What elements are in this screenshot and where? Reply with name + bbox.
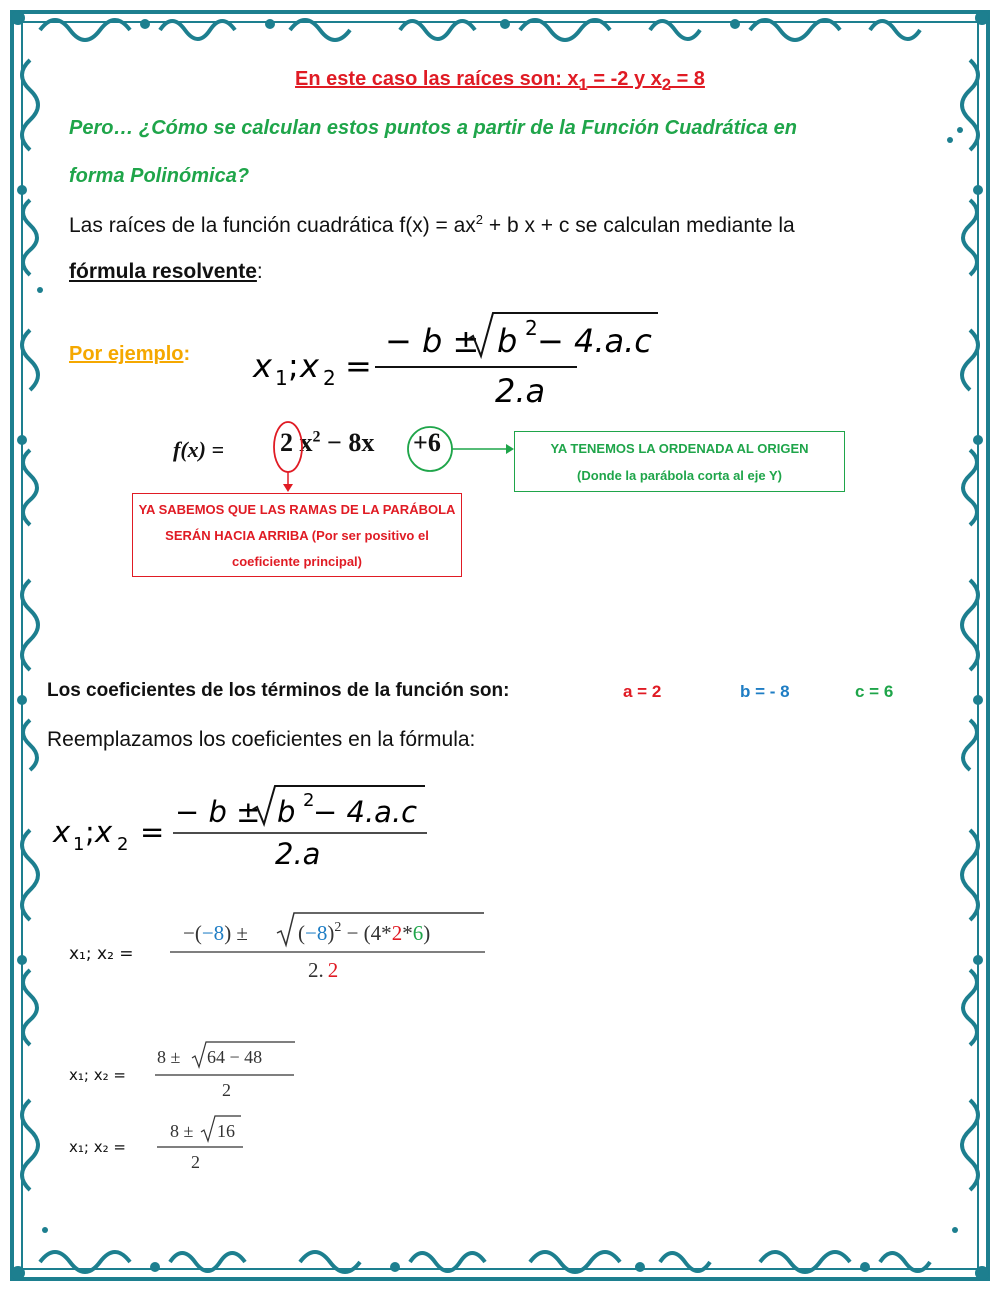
step3-simplified: [155, 1112, 255, 1177]
svg-text:2: 2: [303, 790, 315, 811]
svg-text:;: ;: [288, 347, 299, 385]
callout-marks: [260, 418, 520, 498]
svg-text:8 ±: 8 ±: [157, 1047, 181, 1067]
svg-text:− 4.a.c: − 4.a.c: [537, 322, 652, 360]
coef-b-value: b = - 8: [740, 682, 790, 701]
svg-text:x: x: [253, 347, 272, 385]
svg-text:− b ±: − b ±: [385, 322, 480, 360]
svg-text:2: 2: [323, 366, 336, 390]
svg-text:x: x: [300, 347, 319, 385]
intro-line-2: fórmula resolvente:: [69, 260, 263, 283]
coef-a-value: a = 2: [623, 682, 662, 701]
svg-text:− b ±: − b ±: [175, 795, 261, 829]
svg-text:8 ±: 8 ±: [170, 1121, 194, 1141]
svg-text:− 4.a.c: − 4.a.c: [313, 795, 418, 829]
step2-simplified: [152, 1038, 302, 1103]
svg-text:2.a: 2.a: [275, 837, 321, 871]
svg-text:16: 16: [217, 1121, 235, 1141]
svg-text:=: =: [345, 347, 372, 385]
question-line-1: Pero… ¿Cómo se calculan estos puntos a partir de la Función Cuadrática en: [69, 117, 797, 139]
step3-lhs: x₁; x₂ =: [69, 1138, 126, 1156]
quadratic-formula: [245, 305, 675, 415]
svg-text:(−8)2 − (4*2*6): $(-8)^2 - (4*2*6)$: [298, 920, 431, 945]
svg-text:1: 1: [275, 366, 288, 390]
svg-text:=: =: [140, 815, 165, 849]
quadratic-formula-repeat: [45, 780, 445, 875]
svg-text:2: 2: [525, 316, 538, 340]
step2-lhs: x₁; x₂ =: [69, 1066, 126, 1084]
svg-text:2.2: 2. 2: [308, 958, 339, 982]
svg-text:;: ;: [85, 815, 95, 849]
question-line-2: forma Polinómica?: [69, 165, 250, 187]
svg-text:64 − 48: 64 − 48: [207, 1047, 263, 1067]
c-term: +6: [413, 428, 441, 457]
svg-text:2: 2: [222, 1080, 231, 1100]
roots-title: En este caso las raíces son: $x_1 = -2$ y $x_2 = 8$: [295, 68, 705, 94]
svg-text:b: b: [497, 322, 518, 360]
svg-text:2.a: 2.a: [495, 372, 546, 410]
svg-text:2: 2: [117, 834, 129, 855]
step1-lhs: x₁; x₂ =: [69, 944, 134, 964]
coefficients-label: Los coeficientes de los términos de la función son:: [47, 680, 510, 701]
svg-text:x: x: [53, 815, 71, 849]
coef-c-value: c = 6: [855, 682, 894, 701]
coef-a: 2: [280, 428, 293, 457]
callout-y-intercept: YA TENEMOS LA ORDENADA AL ORIGEN (Donde la parábola corta al eje Y): [514, 431, 845, 492]
function-lhs: f(x) =: [173, 437, 225, 462]
svg-text:1: 1: [73, 834, 85, 855]
intro-line-1: Las raíces de la función cuadrática $f(x) = ax^2 + b$ x + c se calculan mediante la: [69, 212, 795, 237]
function-expression: 2 $x^2 - 8x$: [280, 428, 375, 457]
svg-text:2: 2: [191, 1152, 200, 1172]
callout-branches-up: YA SABEMOS QUE LAS RAMAS DE LA PARÁBOLA SERÁN HACIA ARRIBA (Por ser positivo el coeficiente principal): [132, 493, 462, 577]
step1-substitution: [165, 905, 495, 985]
svg-text:b: b: [277, 795, 296, 829]
example-label: Por ejemplo:: [69, 343, 191, 365]
replace-text: Reemplazamos los coeficientes en la fórmula:: [47, 728, 476, 751]
svg-text:x: x: [95, 815, 113, 849]
svg-text:−(−8) ±: −(−8) ±: [183, 921, 248, 945]
